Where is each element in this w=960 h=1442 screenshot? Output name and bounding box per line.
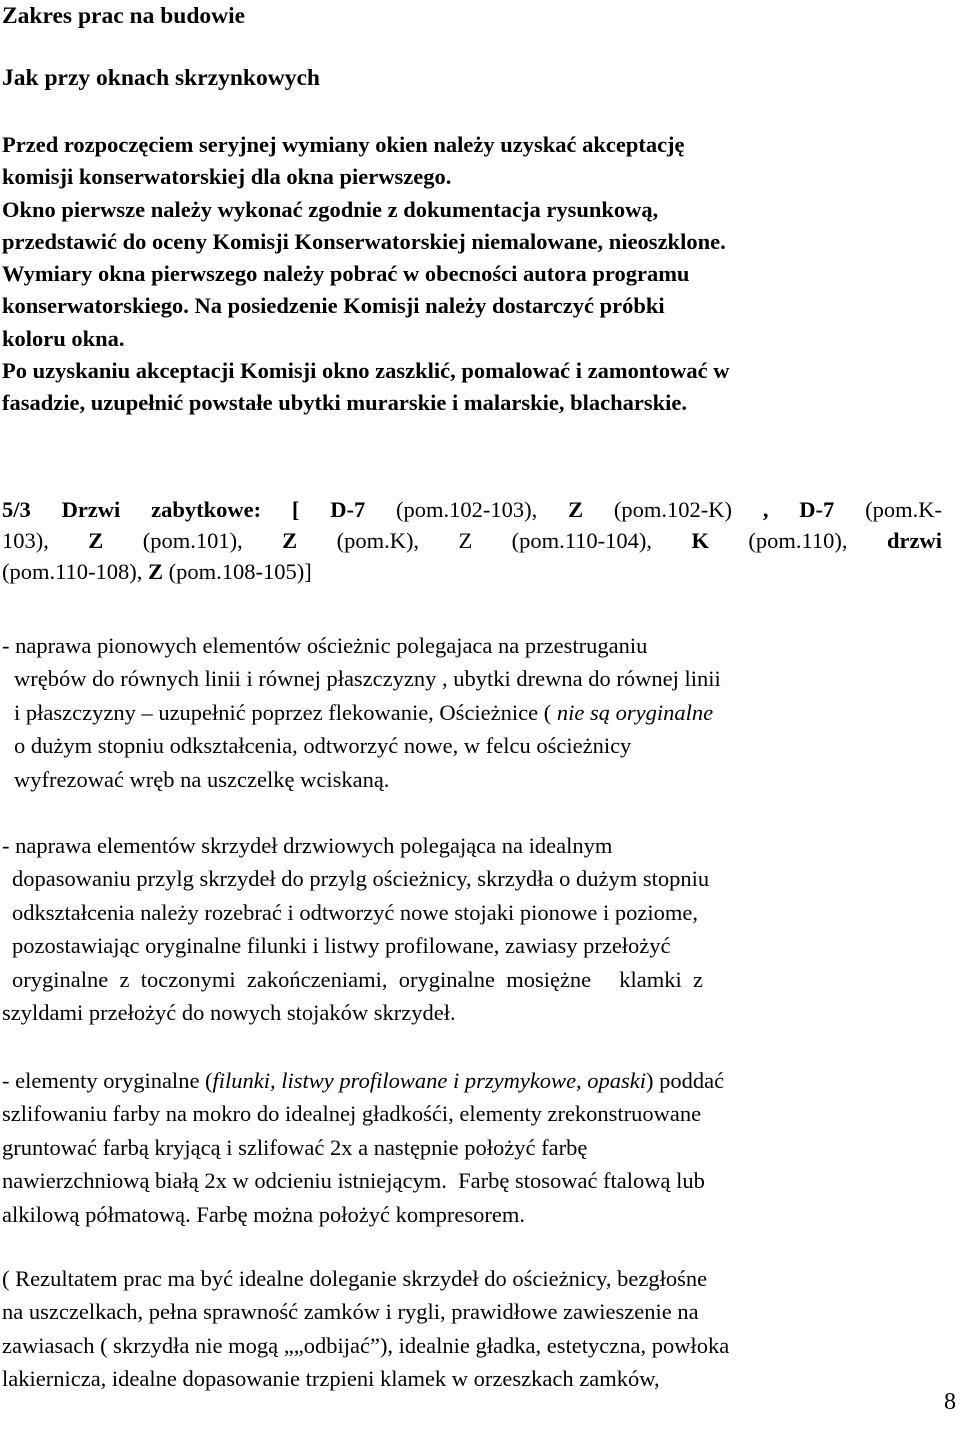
intro-line: konserwatorskiego. Na posiedzenie Komisji należy dostarczyć próbki [2,293,665,319]
paragraph-line: ( Rezultatem prac ma być idealne doleganie skrzydeł do ościeżnicy, bezgłośne [2,1266,708,1291]
paragraph-text: ) poddać [646,1068,725,1093]
paragraph-text: - elementy oryginalne ( [2,1068,213,1093]
section-heading-run: (pom.108-105)] [163,559,312,584]
paragraph-line: szyldami przełożyć do nowych stojaków skrzydeł. [2,1000,456,1026]
paragraph-line: dopasowaniu przylg skrzydeł do przylg ościeżnicy, skrzydła o dużym stopniu [12,866,710,892]
paragraph-line [2,696,942,729]
section-heading-bold-run: , D-7 [762,497,835,522]
paragraph-line: nawierzchniową białą 2x w odcieniu istniejącym. Farbę stosować ftalową lub [2,1168,705,1194]
paragraph-line: - naprawa elementów skrzydeł drzwiowych polegająca na idealnym [2,833,613,858]
document-subtitle: Jak przy oknach skrzynkowych [2,65,320,91]
section-heading-line [2,494,942,525]
section-heading [2,494,942,587]
section-heading-bold-run: Z [568,497,584,522]
paragraph-line: lakiernicza, idealne dopasowanie trzpieni klamek w orzeszkach zamków, [2,1366,660,1392]
section-heading-bold-run: drzwi [886,528,942,553]
section-heading-bold-run: K [691,528,709,553]
paragraph-line: zawiasach ( skrzydła nie mogą „„odbijać”), idealnie gładka, estetyczna, powłoka [2,1332,730,1358]
paragraph-line: pozostawiając oryginalne filunki i listwy profilowane, zawiasy przełożyć [12,933,671,959]
paragraph-line: odkształcenia należy rozebrać i odtworzyć nowe stojaki pionowe i poziome, [12,899,698,925]
paragraph-line: szlifowaniu farby na mokro do idealnej gładkośći, elementy zrekonstruowane [2,1101,702,1127]
paragraph-line: wrębów do równych linii i równej płaszczyzny , ubytki drewna do równej linii [14,666,721,692]
section-heading-run: (pom.101), [103,528,283,553]
intro-line: komisji konserwatorskiej dla okna pierwszego. [2,164,452,190]
section-heading-bold-run: Z [88,528,104,553]
paragraph-text: i płaszczyzny – uzupełnić poprzez flekowanie, Ościeżnice ( [14,699,557,725]
paragraph-italic-text: nie są oryginalne [556,699,714,725]
intro-line: Po uzyskaniu akceptacji Komisji okno zaszklić, pomalować i zamontować w [2,358,730,384]
section-heading-run: (pom.102-103), [365,497,569,522]
section-heading-bold-run: 5/3 Drzwi zabytkowe: [ D-7 [2,497,366,522]
repair-sashes-paragraph [2,829,942,1029]
repair-frames-paragraph [2,629,942,796]
paragraph-italic-text: filunki, listwy profilowane i przymykowe, opaski [212,1068,647,1093]
document-title: Zakres prac na budowie [2,3,246,29]
paragraph-line: - naprawa pionowych elementów ościeżnic polegajaca na przestruganiu [2,633,648,658]
section-heading-run: (pom.110), [708,528,887,553]
section-heading-run: (pom.110-108), [2,559,149,584]
intro-paragraph [2,129,942,420]
section-heading-line [2,525,942,556]
paragraph-line: alkilową półmatową. Farbę można położyć kompresorem. [2,1201,525,1227]
intro-line: przedstawić do oceny Komisji Konserwatorskiej niemalowane, nieoszklone. [2,228,726,254]
paragraph-line: na uszczelkach, pełna sprawność zamków i rygli, prawidłowe zawieszenie na [2,1299,699,1325]
section-heading-bold-run: Z [282,528,298,553]
intro-line: Wymiary okna pierwszego należy pobrać w obecności autora programu [2,261,690,287]
paragraph-line: wyfrezować wręb na uszczelkę wciskaną. [14,766,390,792]
section-heading-run: (pom.110-104), [472,528,692,553]
paragraph-line: oryginalne z toczonymi zakończeniami, oryginalne mosiężne klamki z [12,966,704,992]
intro-line: Przed rozpoczęciem seryjnej wymiany okien należy uzyskać akceptację [2,132,685,157]
original-elements-paragraph [2,1064,942,1231]
paragraph-line: o dużym stopniu odkształcenia, odtworzyć nowe, w felcu ościeżnicy [14,733,632,759]
intro-line: fasadzie, uzupełnić powstałe ubytki murarskie i malarskie, blacharskie. [2,390,688,416]
section-heading-run: Z [458,528,473,553]
section-heading-bold-run: Z [148,559,164,584]
result-paragraph [2,1262,942,1396]
section-heading-line [2,556,942,587]
section-heading-run: (pom.K), [297,528,459,553]
paragraph-line [2,1064,942,1097]
section-heading-run: (pom.K- [834,497,942,522]
page-number: 8 [944,1389,956,1415]
intro-line: koloru okna. [2,325,125,351]
intro-line: Okno pierwsze należy wykonać zgodnie z dokumentacja rysunkową, [2,196,659,222]
section-heading-run: 103), [2,528,89,553]
section-heading-run: (pom.102-K) [583,497,763,522]
paragraph-line: gruntować farbą kryjącą i szlifować 2x a następnie położyć farbę [2,1134,588,1160]
